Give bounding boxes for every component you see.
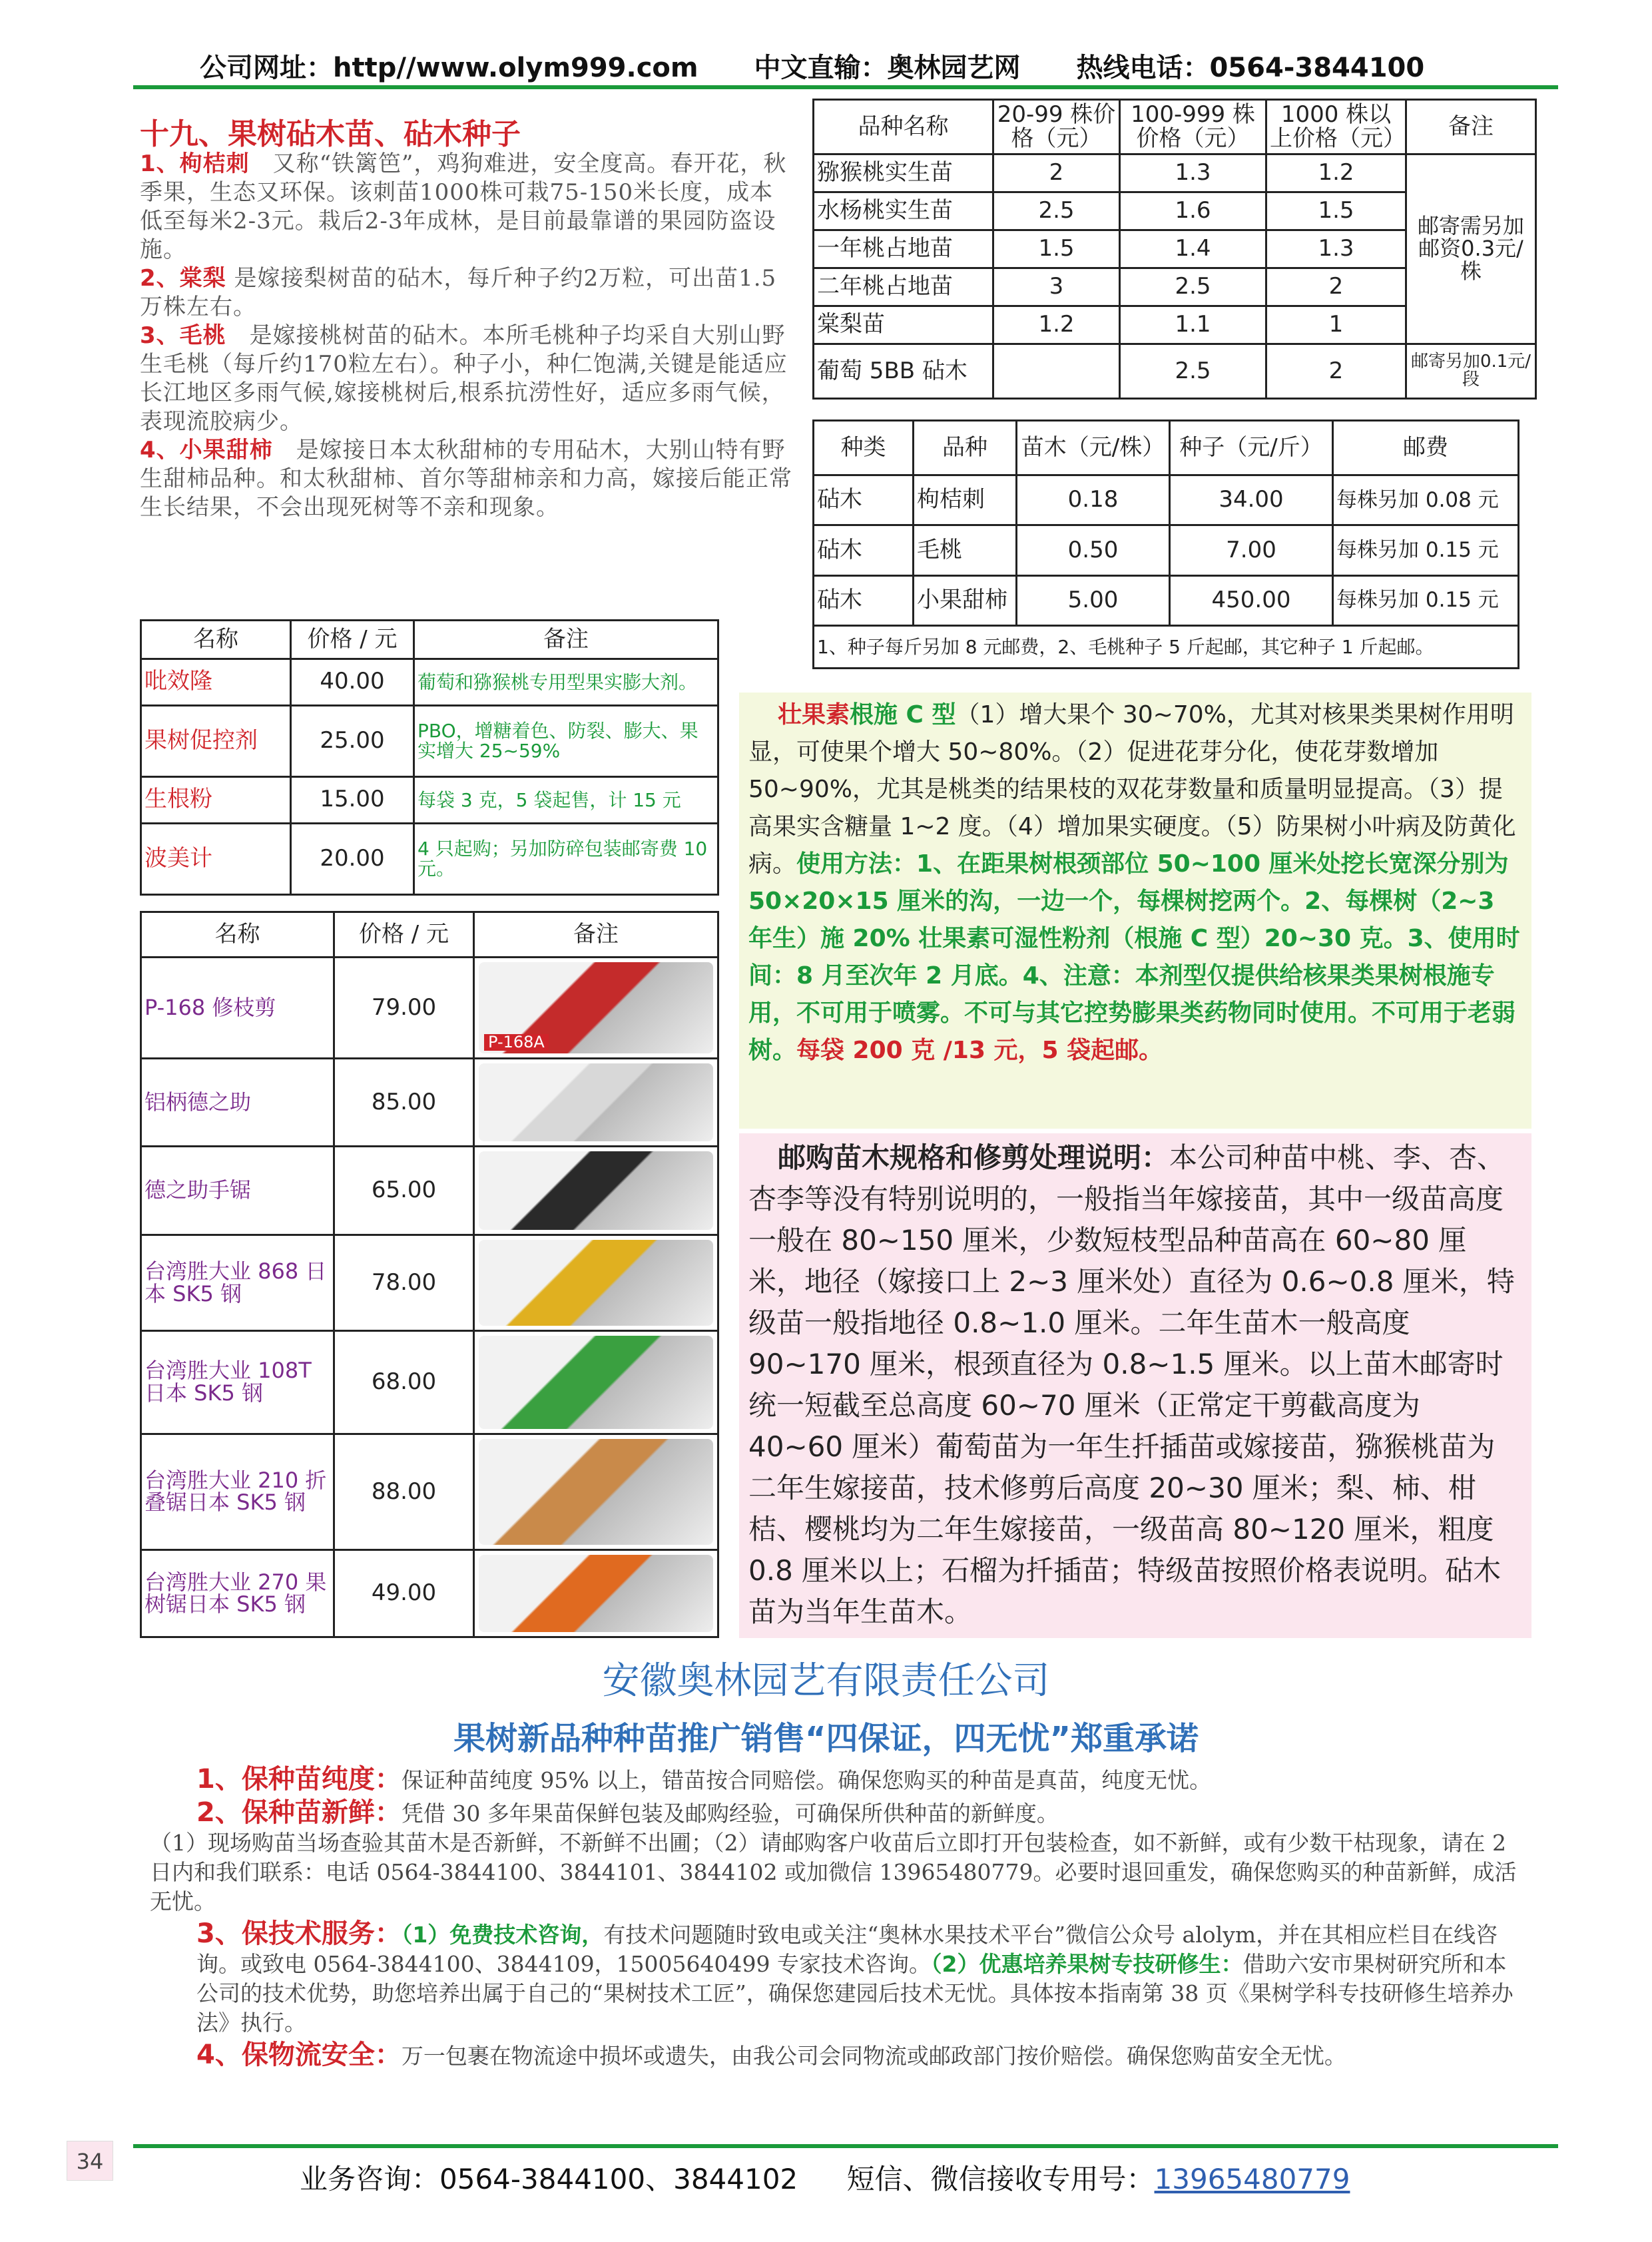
tool-model-tag: P-168A xyxy=(484,1034,549,1051)
tool-name: 德之助手锯 xyxy=(141,1146,334,1235)
table-row xyxy=(141,1235,718,1331)
tool-name: 台湾胜大业 108T 日本 SK5 钢 xyxy=(141,1331,334,1434)
product-price: 每袋 200 克 /13 元，5 袋起邮。 xyxy=(796,1037,1163,1064)
postage-note: 邮寄需另加邮资0.3元/株 xyxy=(1406,154,1536,344)
table-row: 砧木 枸桔刺 0.18 34.00 每株另加 0.08 元 xyxy=(814,475,1519,525)
table-row: 生根粉 15.00 每袋 3 克，5 袋起售，计 15 元 xyxy=(141,776,718,823)
intro-item: 3、毛桃 是嫁接桃树苗的砧木。本所毛桃种子均采自大别山野生毛桃（每斤约170粒左右）。种子小，种仁饱满,关键是能适应长江地区多雨气候,嫁接桃树后,根系抗涝性好，适应多雨气候，表现流胶病少。 xyxy=(140,322,788,435)
zhuangguo-box xyxy=(739,693,1531,1129)
table-row: 一年桃占地苗 1.5 1.4 1.3 xyxy=(814,230,1536,268)
spec-body: 本公司种苗中桃、李、杏、杏李等没有特别说明的，一般指当年嫁接苗，其中一级苗高度一般在 80~150 厘米，少数短枝型品种苗高在 60~80 厘米，地径（嫁接口上 2~3 厘米处）直径为 0.6~0.8 厘米，特级苗一般指地径 0.8~1.0 厘米。二年生苗木一般高度 90~170 厘米，根颈直径为 0.8~1.5 厘米。以上苗木邮寄时统一短截至总高度 60~70 厘米（正常定干剪截高度为 40~60 厘米）葡萄苗为一年生扦插苗或嫁接苗，猕猴桃苗为二年生嫁接苗，技术修剪后高度 20~30 厘米；梨、柿、柑桔、樱桃均为二年生嫁接苗，一级苗高 80~120 厘米，粗度 0.8 厘米以上；石榴为扦插苗；特级苗按照价格表说明。砧木苗为当年生苗木。 xyxy=(748,1141,1515,1628)
page-header xyxy=(200,47,1465,85)
col-header: 100-999 株价格（元） xyxy=(1120,100,1266,154)
header-hotline: 热线电话：0564-3844100 xyxy=(1076,53,1425,83)
tools-table xyxy=(140,911,719,1638)
table-row xyxy=(814,625,1519,668)
table-row: 砧木 小果甜柿 5.00 450.00 每株另加 0.15 元 xyxy=(814,575,1519,625)
intro-item: 1、枸桔刺 又称“铁篱笆”，鸡狗难进，安全度高。春开花，秋季果，生态又环保。该刺苗1000株可栽75-150米长度，成本低至每米2-3元。栽后2-3年成林，是目前最靠谱的果园防盗设施。 xyxy=(140,150,787,263)
tool-name: 台湾胜大业 270 果树锯日本 SK5 钢 xyxy=(141,1550,334,1637)
product-name: 壮果素 xyxy=(778,701,850,728)
promise-1: 1、保种苗纯度：保证种苗纯度 95% 以上，错苗按合同赔偿。确保您购买的种苗是真苗，纯度无忧。 xyxy=(196,1764,1212,1795)
hand-saw-icon xyxy=(479,1151,713,1231)
table-row: 果树促控剂 25.00 PBO，增糖着色、防裂、膨大、果实增大 25~59% xyxy=(141,705,718,776)
tool-price: 88.00 xyxy=(334,1434,474,1550)
pruner-icon xyxy=(479,962,713,1053)
col-header: 种子（元/斤） xyxy=(1170,421,1333,475)
slogan: 果树新品种种苗推广销售“四保证，四无忧”郑重承诺 xyxy=(453,1720,1199,1757)
promise-4: 4、保物流安全：万一包裹在物流途中损坏或遗失，由我公司会同物流或邮政部门按价赔偿。确保您购苗安全无忧。 xyxy=(196,2040,1346,2070)
intro-text xyxy=(140,150,792,522)
pruner-icon xyxy=(479,1240,713,1326)
product-type: 根施 C 型 xyxy=(850,701,956,728)
table-row xyxy=(141,1331,718,1434)
col-header: 20-99 株价格（元） xyxy=(993,100,1120,154)
table-row: 砧木 毛桃 0.50 7.00 每株另加 0.15 元 xyxy=(814,525,1519,575)
seedling-price-table xyxy=(812,99,1537,400)
promise-2: 2、保种苗新鲜：凭借 30 多年果苗保鲜包装及邮购经验，可确保所供种苗的新鲜度。 xyxy=(196,1797,1059,1828)
section-title: 十九、果树砧木苗、砧木种子 xyxy=(140,117,521,151)
col-header: 1000 株以上价格（元） xyxy=(1266,100,1406,154)
col-header: 价格 / 元 xyxy=(334,912,474,958)
chemical-table xyxy=(140,619,719,896)
folding-saw-icon xyxy=(479,1439,713,1545)
table-row xyxy=(141,1059,718,1147)
pruner-set-icon xyxy=(479,1336,713,1428)
table-row: 吡效隆 40.00 葡萄和猕猴桃专用型果实膨大剂。 xyxy=(141,659,718,706)
intro-item: 2、棠梨 是嫁接梨树苗的砧木，每斤种子约2万粒，可出苗1.5万株左右。 xyxy=(140,265,777,320)
postage-note: 邮寄另加0.1元/段 xyxy=(1406,344,1536,398)
intro-item: 4、小果甜柿 是嫁接日本太秋甜柿的专用砧木，大别山特有野生甜柿品种。和太秋甜柿、首尔等甜柿亲和力高，嫁接后能正常生长结果，不会出现死树等不亲和现象。 xyxy=(140,437,792,521)
promise-3: 3、保技术服务：（1）免费技术咨询，有技术问题随时致电或关注“奥林水果技术平台”微信公众号 alolym，并在其相应栏目在线咨询。或致电 0564-3844100、3844109，15005640499 专家技术咨询。（2）优惠培养果树专技研修生：借助六安市果树研究所和本公司的技术优势，助您培养出属于自己的“果树技术工匠”，确保您建园后技术无忧。具体按本指南第 38 页《果树学科专技研修生培养办法》执行。 xyxy=(196,1918,1514,2036)
company-name: 安徽奥林园艺有限责任公司 xyxy=(602,1659,1050,1703)
col-header: 备注 xyxy=(414,621,718,659)
table-row: 波美计 20.00 4 只起购；另加防碎包装邮寄费 10 元。 xyxy=(141,823,718,894)
footer-consult: 业务咨询：0564-3844100、3844102 xyxy=(300,2163,798,2195)
col-header: 价格 / 元 xyxy=(291,621,414,659)
table-row: 葡萄 5BB 砧木 2.5 2 邮寄另加0.1元/段 xyxy=(814,344,1536,398)
rootstock-table xyxy=(812,420,1519,669)
col-header: 品种 xyxy=(914,421,1017,475)
product-usage: 使用方法：1、在距果树根颈部位 50~100 厘米处挖长宽深分别为 50×20×15 厘米的沟，一边一个，每棵树挖两个。2、每棵树（2~3 年生）施 20% 壮果素可湿性粉剂（根施 C 型）20~30 克。3、使用时间：8 月至次年 2 月底。4、注意：本剂型仅提供给核果类果树根施专用，不可用于喷雾。不可与其它控势膨果类药物同时使用。不可用于老弱树。 xyxy=(748,850,1520,1064)
col-header: 名称 xyxy=(141,912,334,958)
footer-sms: 短信、微信接收专用号： xyxy=(846,2163,1155,2195)
promise-2-detail: （1）现场购苗当场查验其苗木是否新鲜，不新鲜不出圃；（2）请邮购客户收苗后立即打开包装检查，如不新鲜，或有少数干枯现象，请在 2 日内和我们联系：电话 0564-3844100、3844101、3844102 或加微信 13965480779。必要时退回重发，确保您购买的种苗新鲜，成活无忧。 xyxy=(150,1830,1517,1914)
product-effects: （1）增大果个 30~70%，尤其对核果类果树作用明显，可使果个增大 50~80%。（2）促进花芽分化，使花芽数增加 50~90%，尤其是桃类的结果枝的双花芽数量和质量明显提高。（3）提高果实含糖量 1~2 度。（4）增加果实硬度。（5）防果树小叶病及防黄化病。 xyxy=(748,701,1516,878)
col-header: 备注 xyxy=(1406,100,1536,154)
pruner-icon xyxy=(479,1063,713,1141)
table-footnote: 1、种子每斤另加 8 元邮费，2、毛桃种子 5 斤起邮，其它种子 1 斤起邮。 xyxy=(814,625,1519,668)
tool-name: 铝柄德之助 xyxy=(141,1059,334,1147)
table-row: 棠梨苗 1.2 1.1 1 xyxy=(814,306,1536,344)
footer-phone-link[interactable]: 13965480779 xyxy=(1154,2163,1350,2195)
page-number: 34 xyxy=(67,2141,113,2181)
footer xyxy=(300,2157,1350,2197)
table-row: 二年桃占地苗 3 2.5 2 xyxy=(814,268,1536,306)
tool-price: 49.00 xyxy=(334,1550,474,1637)
col-header: 邮费 xyxy=(1333,421,1519,475)
col-header: 名称 xyxy=(141,621,291,659)
spec-box xyxy=(739,1133,1531,1638)
col-header: 苗木（元/株） xyxy=(1017,421,1170,475)
tool-price: 85.00 xyxy=(334,1059,474,1147)
footer-rule xyxy=(133,2144,1558,2148)
promises xyxy=(150,1765,1521,2071)
tool-name: 台湾胜大业 210 折叠锯日本 SK5 钢 xyxy=(141,1434,334,1550)
table-row xyxy=(141,957,718,1058)
spec-title: 邮购苗木规格和修剪处理说明： xyxy=(778,1141,1170,1174)
tool-price: 79.00 xyxy=(334,957,474,1058)
header-site: 公司网址：http//www.olym999.com xyxy=(200,53,698,83)
table-row xyxy=(141,1550,718,1637)
pruning-saw-icon xyxy=(479,1555,713,1632)
col-header: 种类 xyxy=(814,421,914,475)
table-row xyxy=(141,1434,718,1550)
table-row: 水杨桃实生苗 2.5 1.6 1.5 xyxy=(814,192,1536,230)
tool-price: 65.00 xyxy=(334,1146,474,1235)
table-row xyxy=(141,1146,718,1235)
col-header: 品种名称 xyxy=(814,100,993,154)
header-direct: 中文直输：奥林园艺网 xyxy=(754,53,1021,83)
tool-price: 78.00 xyxy=(334,1235,474,1331)
tool-name: 台湾胜大业 868 日本 SK5 钢 xyxy=(141,1235,334,1331)
tool-price: 68.00 xyxy=(334,1331,474,1434)
col-header: 备注 xyxy=(474,912,718,958)
header-rule xyxy=(133,85,1558,89)
tool-name: P-168 修枝剪 xyxy=(141,957,334,1058)
table-row: 猕猴桃实生苗 2 1.3 1.2 邮寄需另加邮资0.3元/株 xyxy=(814,154,1536,192)
